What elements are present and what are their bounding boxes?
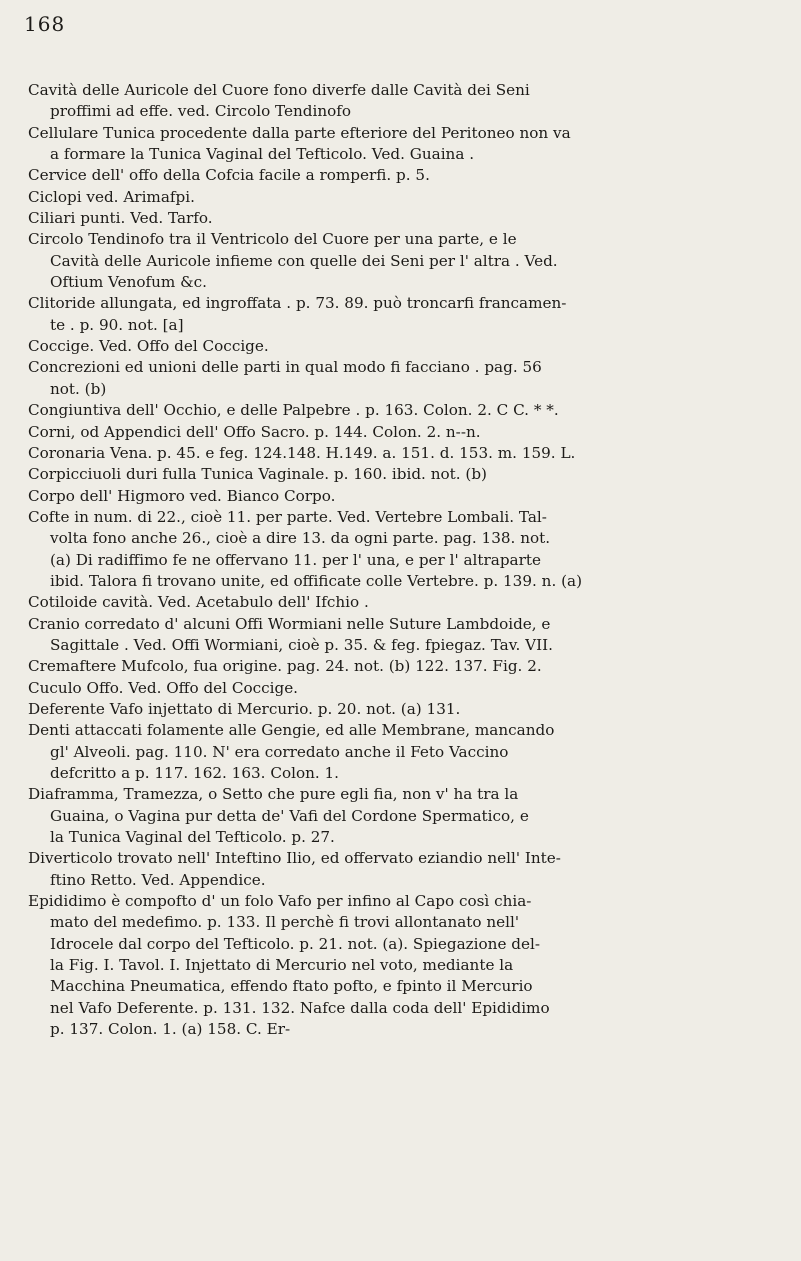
index-entry: [28, 187, 786, 208]
entry-line: a formare la Tunica Vaginal del Tefticolo. Ved. Guaina .: [50, 145, 475, 164]
entry-line: Cofte in num. di 22., cioè 11. per parte. Ved. Vertebre Lombali. Tal-: [28, 507, 547, 526]
entry-line: Corni, od Appendici dell' Offo Sacro. p. 144. Colon. 2. n--n.: [28, 422, 481, 441]
entry-line: Oftium Venofum &c.: [50, 273, 208, 292]
entry-line: Cervice dell' offo della Cofcia facile a romperfi. p. 5.: [28, 166, 430, 185]
index-entry: [28, 80, 786, 123]
entry-line: Circolo Tendinofo tra il Ventricolo del Cuore per una parte, e le: [28, 230, 517, 249]
index-entry: [28, 614, 786, 657]
entry-line: mato del medefimo. p. 133. Il perchè fi trovi allontanato nell': [50, 913, 520, 932]
entry-line: Cavità delle Auricole infieme con quelle dei Seni per l' altra . Ved.: [50, 251, 558, 270]
index-entry: [28, 400, 786, 421]
entry-line: Cellulare Tunica procedente dalla parte efteriore del Peritoneo non va: [28, 123, 571, 142]
entry-line: Sagittale . Ved. Offi Wormiani, cioè p. 35. & feg. fpiegaz. Tav. VII.: [50, 635, 553, 654]
entry-line: Cotiloide cavità. Ved. Acetabulo dell' Ifchio .: [28, 593, 369, 612]
index-entry: [28, 464, 786, 485]
index-entry: [28, 891, 786, 1040]
entry-line: Deferente Vafo injettato di Mercurio. p. 20. not. (a) 131.: [28, 699, 461, 718]
index-entry: [28, 443, 786, 464]
index-entry: [28, 123, 786, 166]
index-entry: [28, 165, 786, 186]
entry-line: Epididimo è compofto d' un folo Vafo per infino al Capo così chia-: [28, 892, 532, 911]
entry-line: la Fig. I. Tavol. I. Injettato di Mercurio nel voto, mediante la: [50, 956, 514, 975]
entry-line: ftino Retto. Ved. Appendice.: [50, 870, 266, 889]
entry-line: defcritto a p. 117. 162. 163. Colon. 1.: [50, 764, 340, 782]
index-entries: [28, 80, 786, 1040]
entry-line: Corpicciuoli duri fulla Tunica Vaginale. p. 160. ibid. not. (b): [28, 465, 487, 484]
entry-line: proffimi ad effe. ved. Circolo Tendinofo: [50, 102, 352, 121]
entry-line: Idrocele dal corpo del Tefticolo. p. 21. not. (a). Spiegazione del-: [50, 934, 540, 953]
index-entry: [28, 208, 786, 229]
entry-line: Ciclopi ved. Arimafpi.: [28, 187, 195, 206]
entry-line: ibid. Talora fi trovano unite, ed offificate colle Vertebre. p. 139. n. (a): [50, 571, 582, 590]
index-entry: [28, 293, 786, 336]
index-entry: [28, 592, 786, 613]
entry-line: Coronaria Vena. p. 45. e feg. 124.148. H.149. a. 151. d. 153. m. 159. L.: [28, 443, 576, 462]
entry-line: Macchina Pneumatica, effendo ftato pofto, e fpinto il Mercurio: [50, 977, 533, 996]
index-entry: [28, 486, 786, 507]
entry-line: volta fono anche 26., cioè a dire 13. da ogni parte. pag. 138. not.: [50, 529, 551, 548]
entry-line: Denti attaccati folamente alle Gengie, ed alle Membrane, mancando: [28, 721, 555, 740]
index-entry: [28, 507, 786, 592]
entry-line: Diaframma, Tramezza, o Setto che pure egli fia, non v' ha tra la: [28, 785, 519, 804]
entry-line: not. (b): [50, 379, 107, 398]
entry-line: Guaina, o Vagina pur detta de' Vafi del Cordone Spermatico, e: [50, 806, 529, 825]
page-number: 168: [24, 12, 66, 36]
index-entry: [28, 699, 786, 720]
index-entry: [28, 656, 786, 677]
index-entry: [28, 784, 786, 848]
entry-line: Coccige. Ved. Offo del Coccige.: [28, 337, 269, 356]
entry-line: Clitoride allungata, ed ingroffata . p. 73. 89. può troncarfi francamen-: [28, 294, 567, 313]
entry-line: gl' Alveoli. pag. 110. N' era corredato anche il Feto Vaccino: [50, 742, 509, 761]
index-entry: [28, 229, 786, 293]
index-entry: [28, 422, 786, 443]
entry-line: Cuculo Offo. Ved. Offo del Coccige.: [28, 678, 299, 697]
index-entry: [28, 357, 786, 400]
entry-line: Cavità delle Auricole del Cuore fono diverfe dalle Cavità dei Seni: [28, 81, 530, 99]
index-entry: [28, 336, 786, 357]
entry-line: te . p. 90. not. [a]: [50, 315, 184, 334]
entry-line: nel Vafo Deferente. p. 131. 132. Nafce dalla coda dell' Epididimo: [50, 998, 550, 1017]
index-entry: [28, 678, 786, 699]
entry-line: Concrezioni ed unioni delle parti in qual modo fi facciano . pag. 56: [28, 358, 542, 377]
entry-line: Ciliari punti. Ved. Tarfo.: [28, 209, 213, 228]
entry-line: la Tunica Vaginal del Tefticolo. p. 27.: [50, 828, 335, 847]
entry-line: p. 137. Colon. 1. (a) 158. C. Er-: [50, 1020, 291, 1039]
entry-line: Corpo dell' Higmoro ved. Bianco Corpo.: [28, 486, 336, 505]
index-entry: [28, 848, 786, 891]
entry-line: (a) Di radiffimo fe ne offervano 11. per l' una, e per l' altraparte: [50, 550, 541, 569]
index-entry: [28, 720, 786, 784]
entry-line: Congiuntiva dell' Occhio, e delle Palpebre . p. 163. Colon. 2. C C. * *.: [28, 401, 559, 420]
entry-line: Diverticolo trovato nell' Inteftino Ilio, ed offervato eziandio nell' Inte-: [28, 849, 561, 868]
entry-line: Cremaftere Mufcolo, fua origine. pag. 24. not. (b) 122. 137. Fig. 2.: [28, 657, 542, 676]
entry-line: Cranio corredato d' alcuni Offi Wormiani nelle Suture Lambdoide, e: [28, 614, 551, 633]
